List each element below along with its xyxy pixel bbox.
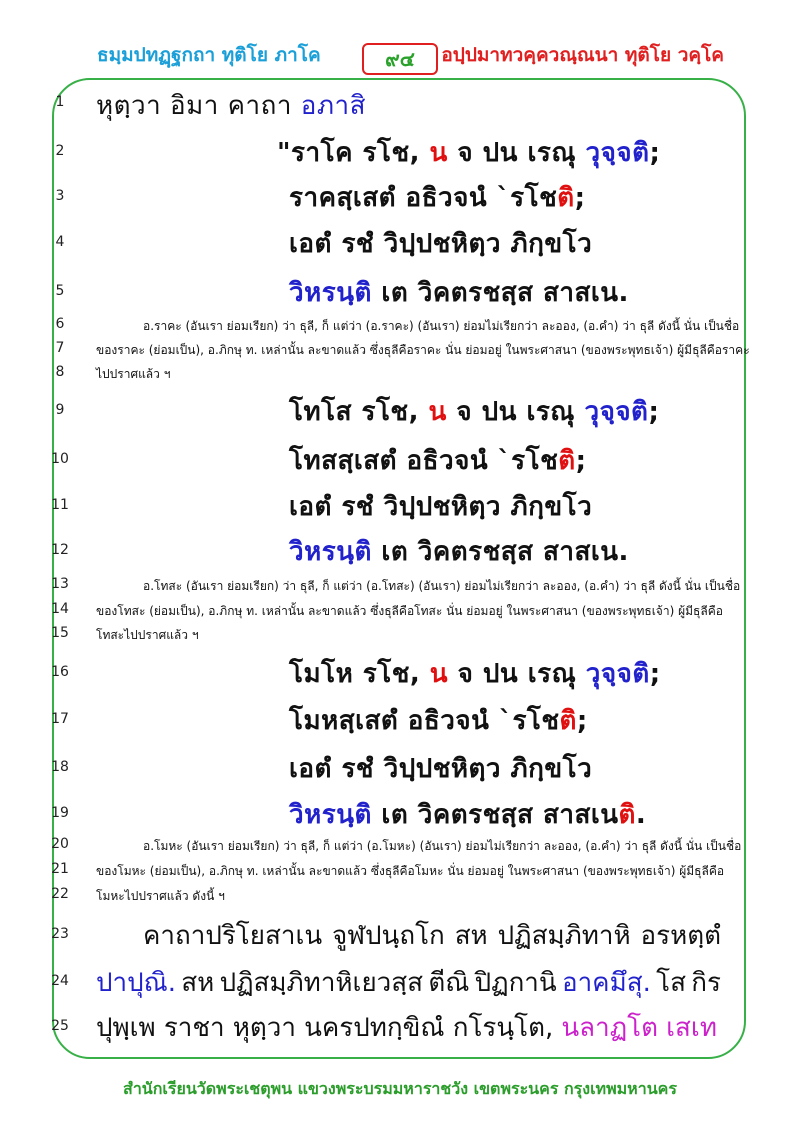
line-number: 22 <box>51 886 69 902</box>
line-number: 19 <box>51 805 69 821</box>
prose-word: จูฬปนฺถโก <box>332 921 445 951</box>
line-number: 25 <box>51 1018 69 1034</box>
line-number: 11 <box>51 497 69 513</box>
line-number: 21 <box>51 861 69 877</box>
line-number: 10 <box>51 451 69 467</box>
translation-line: อ.ราคะ (อันเรา ย่อมเรียก) ว่า ธุลี, ก็ แต่ว่า (อ.ราคะ) (อันเรา) ย่อมไม่เรียกว่า ละออง, (อ.คำ) ว่า ธุลี ดังนี้ นั่น เป็นชื่อ <box>143 319 740 333</box>
prose-word: หุตฺวา <box>232 1013 296 1043</box>
verse-line: เอตํ รชํ วิปฺปชหิตฺว ภิกฺขโว <box>289 754 593 784</box>
verse-text: เต วิคตรชสฺส สาสเน. <box>371 537 629 567</box>
prose-highlight: นลาฏโต <box>561 1013 659 1043</box>
translation-line: อ.โมหะ (อันเรา ย่อมเรียก) ว่า ธุลี, ก็ แต่ว่า (อ.โมหะ) (อันเรา) ย่อมไม่เรียกว่า ละออง, (อ.คำ) ว่า ธุลี ดังนี้ นั่น เป็นชื่อ <box>143 839 742 853</box>
verse-punct: ; <box>574 183 586 213</box>
translation-line: โทสะไปปราศแล้ว ฯ <box>96 628 199 642</box>
verse-verb: วุจฺจติ <box>584 397 649 427</box>
line-number: 23 <box>51 926 69 942</box>
verse-line: เอตํ รชํ วิปฺปชหิตฺว ภิกฺขโว <box>289 229 593 259</box>
intro-text: หุตฺวา อิมา คาถา <box>96 91 301 121</box>
verse-punct: ; <box>576 706 588 736</box>
line-number: 1 <box>55 94 65 110</box>
line-number: 6 <box>55 316 65 332</box>
prose-word: กิร <box>691 968 721 998</box>
verse-negation: น <box>429 659 449 689</box>
prose-verb: ปาปุณิ. <box>96 968 176 998</box>
line-number: 18 <box>51 759 69 775</box>
prose-word: นครปทกฺขิณํ <box>304 1013 445 1043</box>
translation-line: โมหะไปปราศแล้ว ดังนี้ ฯ <box>96 889 225 903</box>
verse-line <box>277 132 660 173</box>
line-number: 13 <box>51 576 69 592</box>
translation-line: ของโทสะ (ย่อมเป็น), อ.ภิกษุ ท. เหล่านั้น ละขาดแล้ว ซึ่งธุลีคือโทสะ นั่น ย่อมอยู่ ในพระศาสนา (ของพระพุทธเจ้า) ผู้มีธุลีคือ <box>96 604 723 618</box>
verse-particle: ติ <box>557 183 575 213</box>
verse-line <box>289 531 629 572</box>
line-number: 3 <box>55 188 65 204</box>
intro-line <box>96 85 366 126</box>
header-chapter-title: อปฺปมาทวคฺควณฺณนา ทุติโย วคฺโค <box>441 44 724 66</box>
translation-line: อ.โทสะ (อันเรา ย่อมเรียก) ว่า ธุลี, ก็ แต่ว่า (อ.โทสะ) (อันเรา) ย่อมไม่เรียกว่า ละออง, (อ.คำ) ว่า ธุลี ดังนี้ นั่น เป็นชื่อ <box>143 579 741 593</box>
verse-line <box>289 391 659 432</box>
translation-line: ของโมหะ (ย่อมเป็น), อ.ภิกษุ ท. เหล่านั้น ละขาดแล้ว ซึ่งธุลีคือโมหะ นั่น ย่อมอยู่ ในพระศาสนา (ของพระพุทธเจ้า) ผู้มีธุลีคือ <box>96 864 725 878</box>
verse-verb: วุจฺจติ <box>585 659 650 689</box>
prose-word: ปิฏกานิ <box>474 968 557 998</box>
verse-particle: ติ <box>558 446 576 476</box>
verse-text: โมโห รโช, <box>289 659 430 689</box>
line-number: 12 <box>51 542 69 558</box>
line-number: 14 <box>51 601 69 617</box>
verse-particle: ติ <box>559 706 577 736</box>
verse-verb: วิหรนฺติ <box>289 278 372 308</box>
verse-punct: ; <box>575 446 587 476</box>
verse-text: ราคสฺเสตํ อธิวจนํ `รโช <box>289 183 558 213</box>
prose-line <box>96 1007 717 1048</box>
intro-verb: อภาสิ <box>300 91 366 121</box>
verse-line <box>289 272 629 313</box>
line-number: 24 <box>51 973 69 989</box>
prose-verb: อาคมึสุ. <box>561 968 651 998</box>
line-number: 16 <box>51 664 69 680</box>
translation-line: ของราคะ (ย่อมเป็น), อ.ภิกษุ ท. เหล่านั้น ละขาดแล้ว ซึ่งธุลีคือราคะ นั่น ย่อมอยู่ ในพระศาสนา (ของพระพุทธเจ้า) ผู้มีธุลีคือราคะ <box>96 343 750 357</box>
line-number: 2 <box>55 143 65 159</box>
verse-particle: ติ <box>618 800 636 830</box>
verse-text: เต วิคตรชสฺส สาสเน <box>371 800 619 830</box>
line-number: 17 <box>51 711 69 727</box>
verse-verb: วิหรนฺติ <box>289 537 372 567</box>
line-number: 7 <box>55 340 65 356</box>
verse-punct: ; <box>649 659 661 689</box>
verse-punct: ; <box>648 397 660 427</box>
verse-text: เต วิคตรชสฺส สาสเน. <box>371 278 629 308</box>
prose-line <box>96 962 721 1003</box>
verse-text: โทโส รโช, <box>289 397 429 427</box>
verse-text: จ ปน เรณุ <box>447 138 586 168</box>
prose-word: ปุพฺเพ <box>96 1013 156 1043</box>
line-number: 5 <box>55 283 65 299</box>
verse-line <box>289 700 588 741</box>
prose-word: ราชา <box>163 1013 225 1043</box>
prose-word: กโรนฺโต, <box>452 1013 554 1043</box>
translation-line: ไปปราศแล้ว ฯ <box>96 367 171 381</box>
verse-text: โมหสฺเสตํ อธิวจนํ `รโช <box>289 706 560 736</box>
verse-negation: น <box>429 138 448 168</box>
verse-verb: วุจฺจติ <box>585 138 650 168</box>
prose-word: คาถาปริโยสาเน <box>143 921 323 951</box>
prose-line <box>143 915 721 956</box>
verse-line: เอตํ รชํ วิปฺปชหิตฺว ภิกฺขโว <box>289 492 593 522</box>
page-number: ๙๔ <box>362 43 438 75</box>
verse-line <box>289 177 586 218</box>
verse-punct: ; <box>649 138 661 168</box>
line-number: 4 <box>55 234 65 250</box>
verse-text: จ ปน เรณุ <box>446 397 585 427</box>
prose-word: ปฏิสมฺภิทาหิเยวสฺส <box>219 968 424 998</box>
prose-word: สห <box>454 921 488 951</box>
verse-negation: น <box>428 397 447 427</box>
footer-institution: สำนักเรียนวัดพระเชตุพน แขวงพระบรมมหาราชวัง เขตพระนคร กรุงเทพมหานคร <box>123 1079 677 1098</box>
verse-verb: วิหรนฺติ <box>289 800 372 830</box>
line-number: 20 <box>51 836 69 852</box>
prose-word: สห <box>181 968 215 998</box>
verse-text: "ราโค รโช, <box>277 138 430 168</box>
verse-line <box>289 794 646 835</box>
line-number: 9 <box>55 402 65 418</box>
verse-text: จ ปน เรณุ <box>448 659 586 689</box>
verse-line <box>289 440 587 481</box>
verse-line <box>289 653 661 694</box>
line-number: 8 <box>55 364 65 380</box>
prose-highlight: เสเท <box>666 1013 717 1043</box>
prose-word: ปฏิสมฺภิทาหิ <box>497 921 631 951</box>
prose-word: อรหตฺตํ <box>640 921 721 951</box>
prose-word: โส <box>656 968 686 998</box>
prose-word: ตีณิ <box>428 968 470 998</box>
verse-text: โทสสฺเสตํ อธิวจนํ `รโช <box>289 446 559 476</box>
header-book-title: ธมฺมปทฏฺฐกถา ทุติโย ภาโค <box>97 44 321 66</box>
line-number: 15 <box>51 625 69 641</box>
verse-punct: . <box>635 800 647 830</box>
